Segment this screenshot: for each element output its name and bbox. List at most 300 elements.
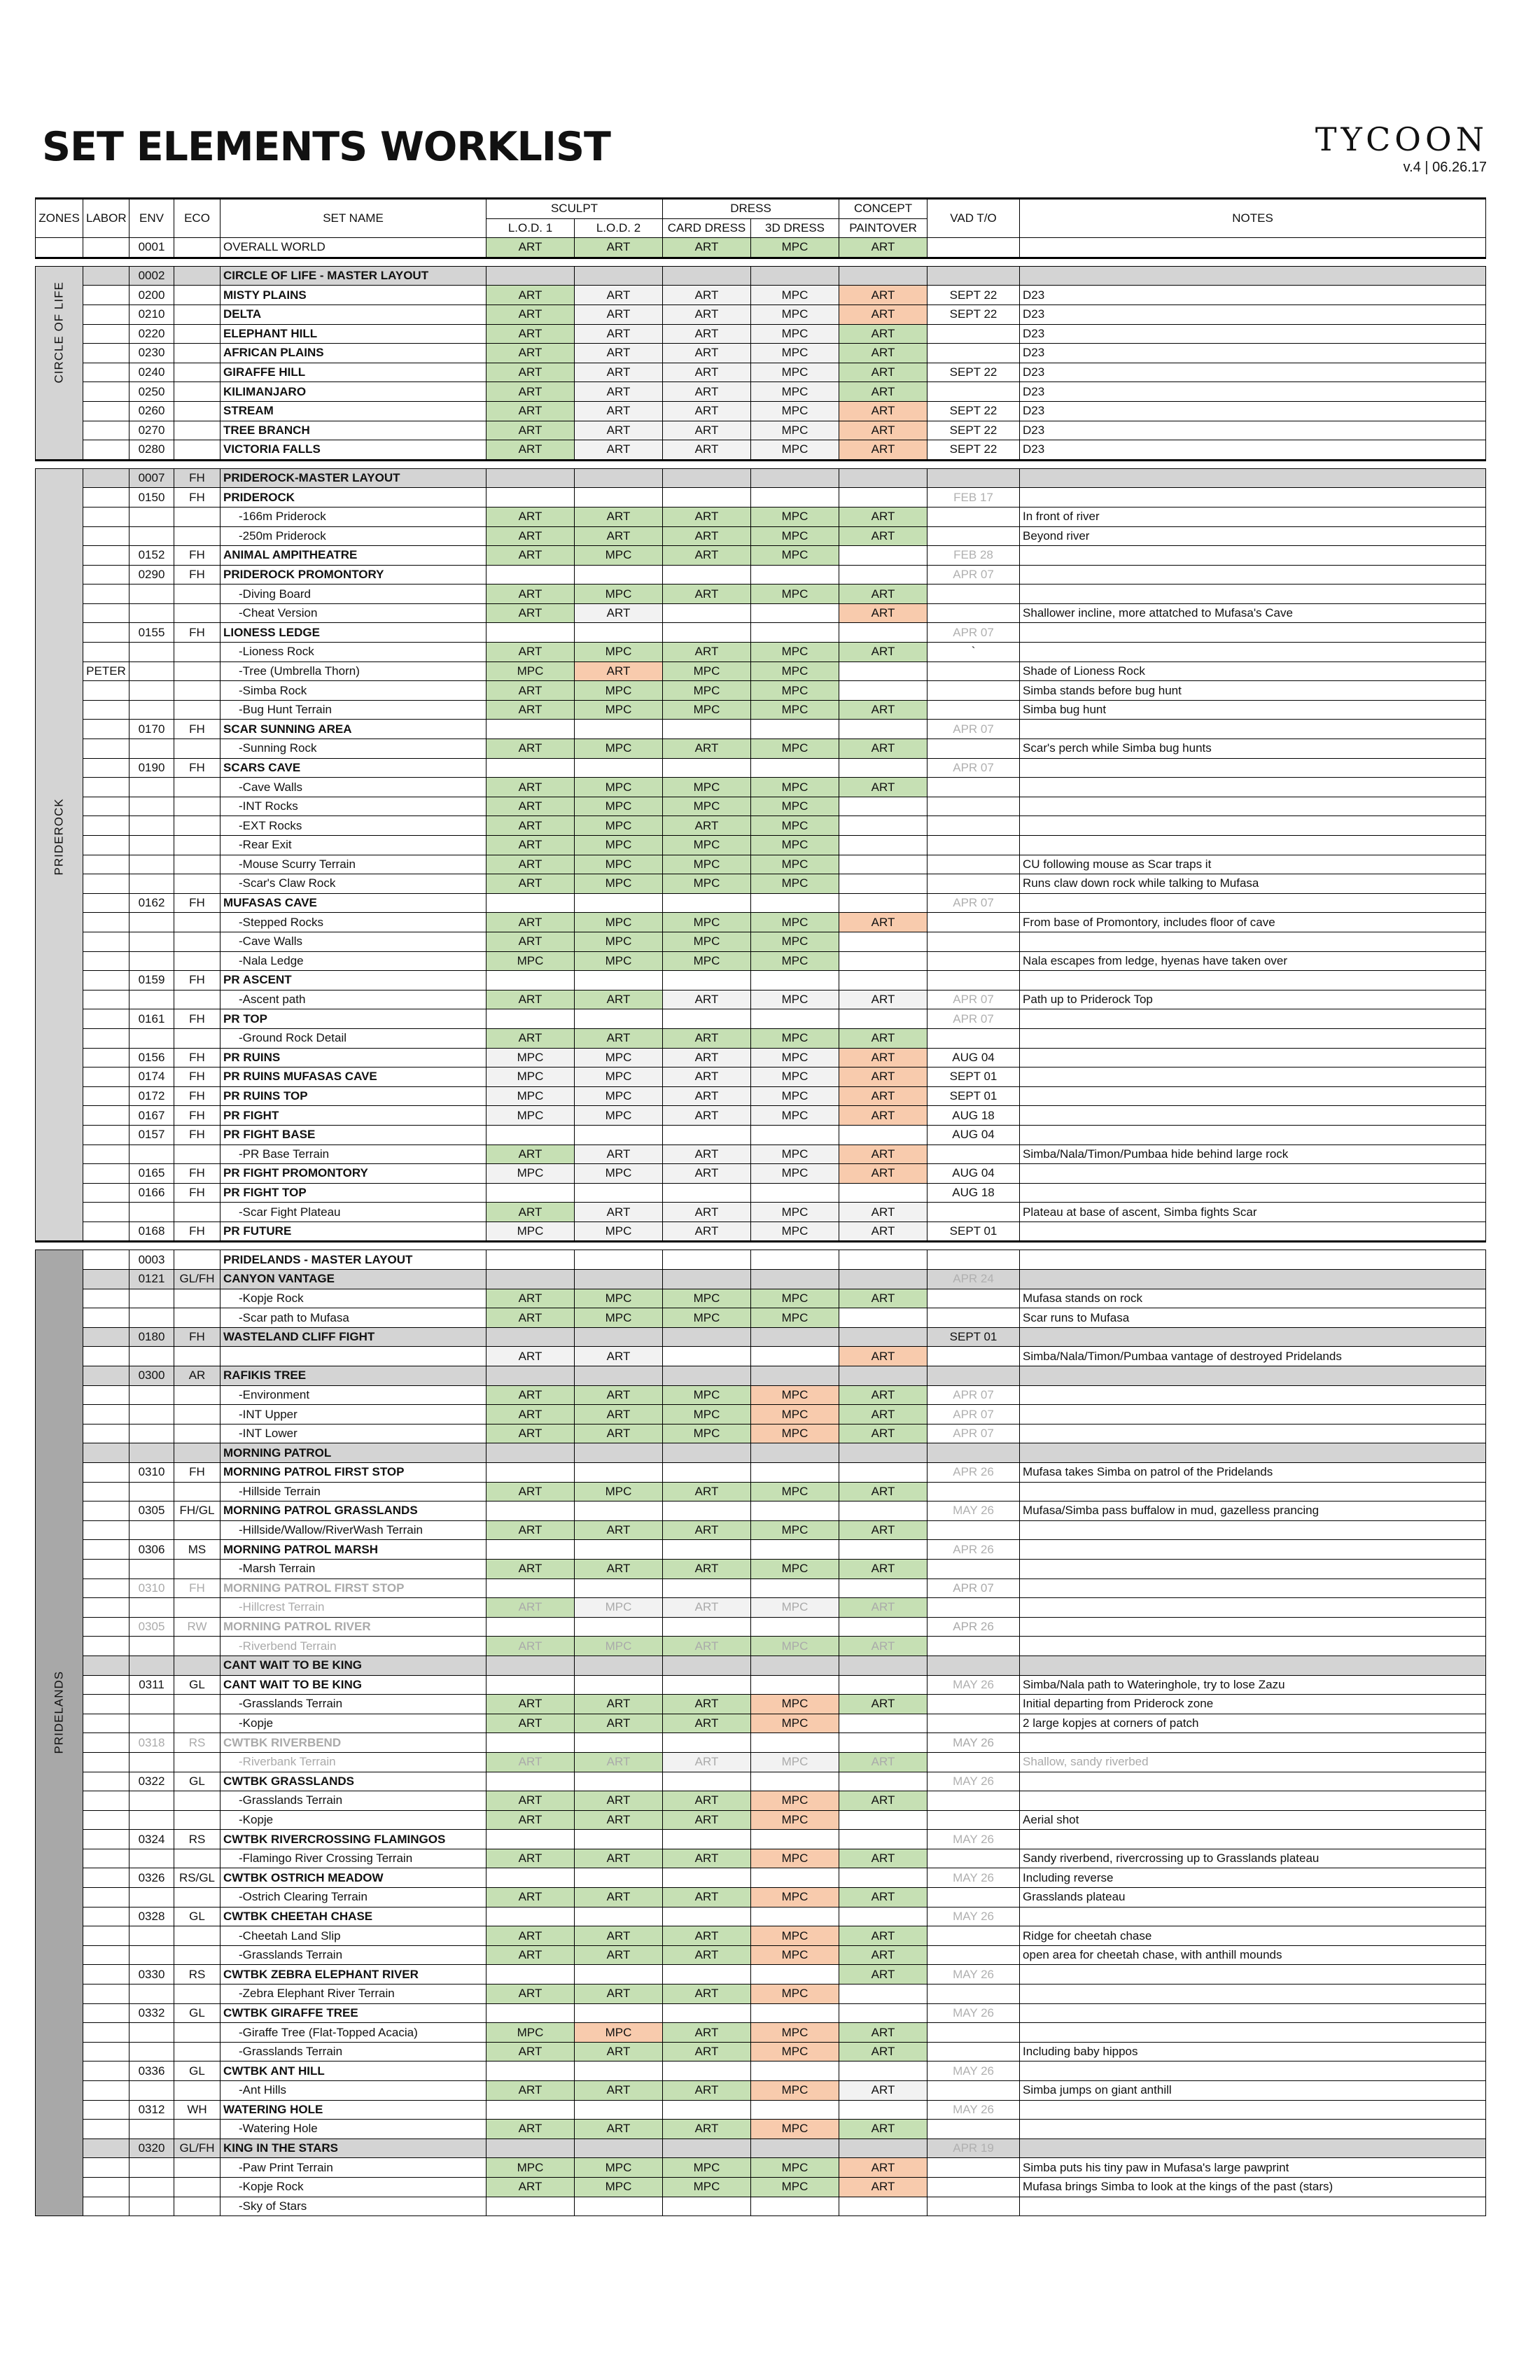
table-row[interactable] (36, 893, 1486, 913)
set-name-cell: MORNING PATROL FIRST STOP (220, 1578, 486, 1598)
lod1-status: MPC (486, 2023, 575, 2043)
vad-cell: APR 19 (927, 2138, 1020, 2158)
table-row[interactable] (36, 382, 1486, 402)
table-row[interactable] (36, 1289, 1486, 1308)
dress-3d-status: MPC (751, 1714, 839, 1733)
notes-cell: Simba/Nala/Timon/Pumbaa hide behind large rock (1020, 1144, 1486, 1164)
vad-cell (927, 1443, 1020, 1463)
set-name-cell: -Giraffe Tree (Flat-Topped Acacia) (220, 2023, 486, 2043)
table-row[interactable] (36, 488, 1486, 507)
labor-cell (83, 2138, 130, 2158)
labor-cell (83, 1791, 130, 1811)
table-row[interactable] (36, 1888, 1486, 1907)
card-dress-status: MPC (663, 1289, 751, 1308)
card-dress-status: ART (663, 421, 751, 440)
lod2-status: MPC (575, 681, 663, 701)
paintover-status: ART (839, 913, 927, 932)
set-name-cell: MORNING PATROL GRASSLANDS (220, 1502, 486, 1521)
eco-cell (174, 238, 220, 258)
card-dress-status (663, 1443, 751, 1463)
table-row[interactable] (36, 1086, 1486, 1106)
vad-cell (927, 266, 1020, 286)
table-row[interactable] (36, 990, 1486, 1009)
env-cell: 0001 (130, 238, 174, 258)
lod1-status: ART (486, 286, 575, 305)
env-cell: 0310 (130, 1463, 174, 1483)
notes-cell (1020, 2138, 1486, 2158)
eco-cell: FH (174, 488, 220, 507)
table-row[interactable] (36, 739, 1486, 759)
paintover-status: ART (839, 990, 927, 1009)
table-row[interactable] (36, 1598, 1486, 1618)
lod2-status: ART (575, 324, 663, 344)
vad-cell: MAY 26 (927, 2003, 1020, 2023)
table-row[interactable] (36, 1520, 1486, 1540)
lod1-status (486, 1772, 575, 1791)
eco-cell (174, 324, 220, 344)
set-name-cell: PRIDEROCK-MASTER LAYOUT (220, 468, 486, 488)
labor-cell (83, 1164, 130, 1184)
env-cell (130, 778, 174, 797)
labor-cell (83, 1385, 130, 1405)
lod2-status (575, 1125, 663, 1144)
table-row[interactable] (36, 1695, 1486, 1714)
table-row[interactable] (36, 1327, 1486, 1347)
lod2-status: MPC (575, 913, 663, 932)
set-name-cell: WASTELAND CLIFF FIGHT (220, 1327, 486, 1347)
env-cell: 0162 (130, 893, 174, 913)
set-name-cell: -Riverbend Terrain (220, 1637, 486, 1656)
card-dress-status (663, 1125, 751, 1144)
table-row[interactable] (36, 2042, 1486, 2062)
vad-cell: APR 07 (927, 893, 1020, 913)
table-row[interactable] (36, 1222, 1486, 1242)
lod2-status: ART (575, 1424, 663, 1443)
dress-3d-status: MPC (751, 1695, 839, 1714)
table-row[interactable] (36, 1009, 1486, 1029)
paintover-status: ART (839, 1347, 927, 1366)
labor-cell (83, 2197, 130, 2216)
eco-cell: FH (174, 893, 220, 913)
table-row[interactable] (36, 1183, 1486, 1203)
table-row[interactable] (36, 1203, 1486, 1222)
table-row[interactable] (36, 2100, 1486, 2120)
eco-cell: GL (174, 2003, 220, 2023)
env-cell (130, 951, 174, 971)
lod1-status: ART (486, 797, 575, 816)
table-row[interactable] (36, 1164, 1486, 1184)
lod2-status: MPC (575, 932, 663, 951)
table-row[interactable] (36, 2138, 1486, 2158)
dress-3d-status (751, 893, 839, 913)
table-row[interactable] (36, 1405, 1486, 1424)
lod1-status: ART (486, 855, 575, 874)
table-row[interactable] (36, 304, 1486, 324)
env-cell: 0240 (130, 363, 174, 382)
table-row[interactable] (36, 507, 1486, 526)
dress-3d-status: MPC (751, 2120, 839, 2139)
table-row[interactable] (36, 1810, 1486, 1830)
set-name-cell: CWTBK RIVERBEND (220, 1733, 486, 1753)
table-row[interactable] (36, 2120, 1486, 2139)
dress-3d-status: MPC (751, 932, 839, 951)
lod1-status: ART (486, 1144, 575, 1164)
env-cell (130, 2042, 174, 2062)
lod1-status: ART (486, 324, 575, 344)
lod2-status: ART (575, 363, 663, 382)
eco-cell: FH (174, 1048, 220, 1068)
eco-cell (174, 1028, 220, 1048)
table-row[interactable] (36, 286, 1486, 305)
env-cell: 0161 (130, 1009, 174, 1029)
table-row[interactable] (36, 778, 1486, 797)
table-row[interactable] (36, 1270, 1486, 1289)
table-row[interactable] (36, 1733, 1486, 1753)
table-row[interactable] (36, 797, 1486, 816)
labor-cell (83, 1868, 130, 1888)
env-cell: 0210 (130, 304, 174, 324)
table-row[interactable] (36, 700, 1486, 720)
set-name-cell: PR ASCENT (220, 971, 486, 990)
table-row[interactable] (36, 643, 1486, 662)
table-row[interactable] (36, 1637, 1486, 1656)
lod2-status: ART (575, 421, 663, 440)
col-eco: ECO (174, 199, 220, 238)
table-row[interactable] (36, 1385, 1486, 1405)
dress-3d-status (751, 758, 839, 778)
table-row[interactable] (36, 1463, 1486, 1483)
env-cell (130, 603, 174, 623)
table-row[interactable] (36, 1068, 1486, 1087)
eco-cell (174, 1945, 220, 1965)
table-row[interactable] (36, 874, 1486, 894)
env-cell: 0328 (130, 1907, 174, 1926)
env-cell (130, 1926, 174, 1946)
dress-3d-status (751, 2197, 839, 2216)
table-row[interactable] (36, 1424, 1486, 1443)
lod2-status: MPC (575, 739, 663, 759)
set-name-cell: PR FIGHT BASE (220, 1125, 486, 1144)
card-dress-status (663, 1270, 751, 1289)
table-row[interactable] (36, 1830, 1486, 1849)
table-row[interactable] (36, 971, 1486, 990)
lod1-status (486, 1270, 575, 1289)
table-row[interactable] (36, 1106, 1486, 1126)
table-row[interactable] (36, 1559, 1486, 1578)
table-row[interactable] (36, 2177, 1486, 2197)
table-row[interactable] (36, 1502, 1486, 1521)
table-row[interactable] (36, 440, 1486, 461)
table-row[interactable] (36, 1849, 1486, 1868)
table-row[interactable] (36, 1791, 1486, 1811)
table-row[interactable] (36, 1250, 1486, 1270)
env-cell (130, 1443, 174, 1463)
vad-cell: SEPT 22 (927, 440, 1020, 461)
table-row[interactable] (36, 1752, 1486, 1772)
env-cell: 0336 (130, 2062, 174, 2081)
table-row[interactable] (36, 913, 1486, 932)
table-row[interactable] (36, 565, 1486, 584)
paintover-status: ART (839, 1028, 927, 1048)
table-row[interactable] (36, 1675, 1486, 1695)
notes-cell: 2 large kopjes at corners of patch (1020, 1714, 1486, 1733)
paintover-status (839, 971, 927, 990)
dress-3d-status (751, 2100, 839, 2120)
eco-cell (174, 421, 220, 440)
table-row[interactable] (36, 2062, 1486, 2081)
lod1-status: ART (486, 304, 575, 324)
env-cell (130, 1849, 174, 1868)
vad-cell: SEPT 01 (927, 1068, 1020, 1087)
lod2-status (575, 1733, 663, 1753)
paintover-status (839, 1463, 927, 1483)
lod2-status: ART (575, 507, 663, 526)
lod1-status: ART (486, 1347, 575, 1366)
dress-3d-status: MPC (751, 1308, 839, 1328)
notes-cell: D23 (1020, 401, 1486, 421)
table-row[interactable] (36, 238, 1486, 258)
card-dress-status (663, 1675, 751, 1695)
vad-cell (927, 913, 1020, 932)
labor-cell (83, 1849, 130, 1868)
env-cell (130, 662, 174, 681)
table-row[interactable] (36, 623, 1486, 643)
labor-cell (83, 2100, 130, 2120)
labor-cell (83, 971, 130, 990)
vad-cell: AUG 04 (927, 1048, 1020, 1068)
env-cell (130, 1695, 174, 1714)
dress-3d-status: MPC (751, 1637, 839, 1656)
paintover-status (839, 836, 927, 855)
card-dress-status: ART (663, 1752, 751, 1772)
eco-cell (174, 266, 220, 286)
divider-cell (36, 258, 1486, 266)
card-dress-status: ART (663, 990, 751, 1009)
lod2-status: MPC (575, 778, 663, 797)
lod1-status: ART (486, 1028, 575, 1048)
table-row[interactable] (36, 758, 1486, 778)
eco-cell (174, 1984, 220, 2004)
lod2-status: ART (575, 1791, 663, 1811)
zone-cell (36, 266, 83, 460)
table-row[interactable] (36, 836, 1486, 855)
card-dress-status: ART (663, 1945, 751, 1965)
lod2-status (575, 1578, 663, 1598)
table-row[interactable] (36, 1907, 1486, 1926)
vad-cell: SEPT 22 (927, 304, 1020, 324)
labor-cell (83, 1540, 130, 1560)
vad-cell: MAY 26 (927, 2062, 1020, 2081)
card-dress-status: ART (663, 286, 751, 305)
table-row[interactable] (36, 816, 1486, 836)
table-row[interactable] (36, 1048, 1486, 1068)
lod2-status: MPC (575, 1482, 663, 1502)
lod2-status (575, 1009, 663, 1029)
vad-cell (927, 468, 1020, 488)
lod1-status (486, 1009, 575, 1029)
labor-cell (83, 238, 130, 258)
table-row[interactable] (36, 266, 1486, 286)
dress-3d-status (751, 1327, 839, 1347)
notes-cell (1020, 2062, 1486, 2081)
table-row[interactable] (36, 932, 1486, 951)
vad-cell (927, 1849, 1020, 1868)
table-row[interactable] (36, 1926, 1486, 1946)
lod2-status: ART (575, 1849, 663, 1868)
table-row[interactable] (36, 1308, 1486, 1328)
paintover-status (839, 1125, 927, 1144)
table-row[interactable] (36, 1482, 1486, 1502)
dress-3d-status (751, 565, 839, 584)
table-row[interactable] (36, 1144, 1486, 1164)
eco-cell: FH (174, 623, 220, 643)
table-row[interactable] (36, 1347, 1486, 1366)
labor-cell (83, 1028, 130, 1048)
table-row[interactable] (36, 1714, 1486, 1733)
table-row[interactable] (36, 681, 1486, 701)
paintover-status: ART (839, 1203, 927, 1222)
vad-cell (927, 526, 1020, 546)
card-dress-status: ART (663, 1984, 751, 2004)
divider-cell (36, 460, 1486, 468)
table-row[interactable] (36, 1772, 1486, 1791)
notes-cell (1020, 2100, 1486, 2120)
table-row[interactable] (36, 1984, 1486, 2004)
table-row[interactable] (36, 421, 1486, 440)
eco-cell (174, 603, 220, 623)
eco-cell: RS (174, 1830, 220, 1849)
table-row[interactable] (36, 324, 1486, 344)
table-row[interactable] (36, 2158, 1486, 2178)
col-notes: NOTES (1020, 199, 1486, 238)
table-row[interactable] (36, 951, 1486, 971)
table-row[interactable] (36, 1578, 1486, 1598)
lod2-status: ART (575, 1385, 663, 1405)
labor-cell (83, 1125, 130, 1144)
table-row[interactable] (36, 1945, 1486, 1965)
table-row[interactable] (36, 363, 1486, 382)
set-name-cell: VICTORIA FALLS (220, 440, 486, 461)
lod2-status: ART (575, 1028, 663, 1048)
divider-cell (36, 1242, 1486, 1250)
vad-cell (927, 2177, 1020, 2197)
lod1-status: MPC (486, 1086, 575, 1106)
eco-cell (174, 1405, 220, 1424)
notes-cell (1020, 1637, 1486, 1656)
set-name-cell: -Cave Walls (220, 932, 486, 951)
notes-cell: Mufasa/Simba pass buffalow in mud, gazelless prancing (1020, 1502, 1486, 1521)
table-row[interactable] (36, 662, 1486, 681)
table-row[interactable] (36, 2197, 1486, 2216)
table-row[interactable] (36, 2081, 1486, 2101)
table-row[interactable] (36, 468, 1486, 488)
table-row[interactable] (36, 1443, 1486, 1463)
paintover-status: ART (839, 1752, 927, 1772)
set-name-cell: SCARS CAVE (220, 758, 486, 778)
dress-3d-status: MPC (751, 1482, 839, 1502)
labor-cell (83, 1578, 130, 1598)
dress-3d-status: MPC (751, 1405, 839, 1424)
vad-cell: SEPT 22 (927, 421, 1020, 440)
labor-cell (83, 913, 130, 932)
set-name-cell: -Bug Hunt Terrain (220, 700, 486, 720)
table-row[interactable] (36, 1868, 1486, 1888)
lod2-status: MPC (575, 584, 663, 604)
worklist-body (36, 238, 1486, 2216)
table-row[interactable] (36, 720, 1486, 739)
env-cell (130, 2177, 174, 2197)
lod2-status (575, 1656, 663, 1675)
table-row[interactable] (36, 546, 1486, 566)
eco-cell: GL (174, 1675, 220, 1695)
table-row[interactable] (36, 1617, 1486, 1637)
eco-cell (174, 2081, 220, 2101)
card-dress-status (663, 1907, 751, 1926)
col-paintover: PAINTOVER (839, 218, 927, 238)
paintover-status (839, 1656, 927, 1675)
set-name-cell: -Sky of Stars (220, 2197, 486, 2216)
labor-cell (83, 816, 130, 836)
table-row[interactable] (36, 1028, 1486, 1048)
table-row[interactable] (36, 584, 1486, 604)
table-row[interactable] (36, 1540, 1486, 1560)
table-row[interactable] (36, 1965, 1486, 1984)
table-row[interactable] (36, 1656, 1486, 1675)
eco-cell: FH (174, 1578, 220, 1598)
table-row[interactable] (36, 401, 1486, 421)
table-row[interactable] (36, 603, 1486, 623)
lod1-status: ART (486, 2081, 575, 2101)
table-row[interactable] (36, 1125, 1486, 1144)
dress-3d-status: MPC (751, 1203, 839, 1222)
table-row[interactable] (36, 2023, 1486, 2043)
card-dress-status (663, 1830, 751, 1849)
lod1-status (486, 1830, 575, 1849)
lod2-status (575, 971, 663, 990)
paintover-status (839, 1250, 927, 1270)
labor-cell (83, 468, 130, 488)
eco-cell (174, 526, 220, 546)
notes-cell (1020, 797, 1486, 816)
vad-cell: MAY 26 (927, 1772, 1020, 1791)
lod2-status: ART (575, 603, 663, 623)
table-row[interactable] (36, 2003, 1486, 2023)
eco-cell (174, 643, 220, 662)
table-row[interactable] (36, 855, 1486, 874)
labor-cell (83, 893, 130, 913)
table-row[interactable] (36, 526, 1486, 546)
paintover-status (839, 1810, 927, 1830)
lod1-status: ART (486, 1598, 575, 1618)
dress-3d-status: MPC (751, 1385, 839, 1405)
set-name-cell: -Rear Exit (220, 836, 486, 855)
card-dress-status: MPC (663, 2158, 751, 2178)
vad-cell (927, 1637, 1020, 1656)
env-cell: 0306 (130, 1540, 174, 1560)
eco-cell (174, 874, 220, 894)
eco-cell: FH (174, 1463, 220, 1483)
lod2-status: MPC (575, 1289, 663, 1308)
card-dress-status (663, 758, 751, 778)
notes-cell (1020, 2023, 1486, 2043)
lod1-status (486, 1733, 575, 1753)
labor-cell (83, 1810, 130, 1830)
dress-3d-status: MPC (751, 1791, 839, 1811)
table-row[interactable] (36, 344, 1486, 363)
labor-cell (83, 421, 130, 440)
notes-cell (1020, 893, 1486, 913)
table-row[interactable] (36, 1366, 1486, 1386)
